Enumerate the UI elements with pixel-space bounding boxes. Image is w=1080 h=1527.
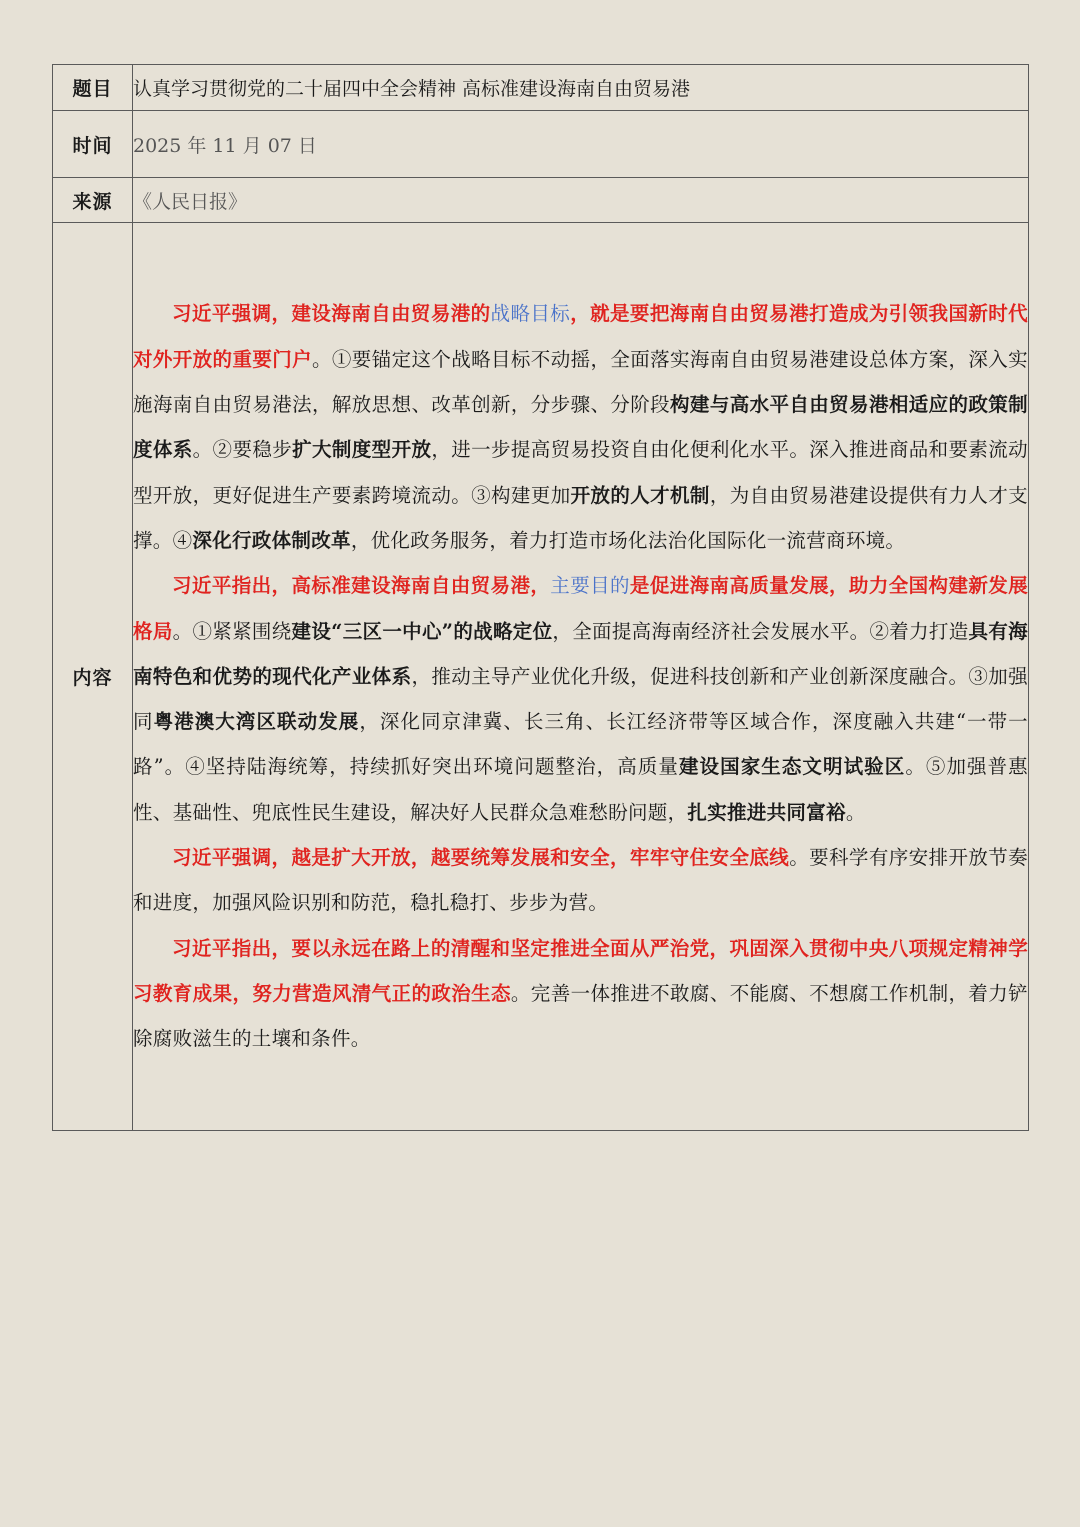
emphasis-red: ，就是要把海南自由贸易港打造成为引领我国新时代对外开放的重要门户 — [133, 302, 1028, 371]
title-value: 认真学习贯彻党的二十届四中全会精神 高标准建设海南自由贸易港 — [133, 65, 1029, 111]
source-row — [53, 178, 1029, 223]
paragraph-strategic-goal — [133, 291, 1028, 563]
emphasis-bold: 粤港澳大湾区联动发展 — [153, 710, 360, 734]
emphasis-blue: 战略目标 — [490, 302, 571, 326]
emphasis-red: 习近平强调，建设海南自由贸易港的 — [172, 302, 491, 326]
info-table — [52, 64, 1029, 1131]
emphasis-bold: 建设国家生态文明试验区 — [678, 755, 906, 779]
body-text: ，推动主导产业优化升级，促进科技创新和产业创新深度融合。③加强同 — [133, 664, 1028, 734]
emphasis-blue: 主要目的 — [550, 574, 630, 598]
body-text: 。①要锚定这个战略目标不动摇，全面落实海南自由贸易港建设总体方案，深入实施海南自由贸易港法，解放思想、改革创新，分步骤、分阶段 — [133, 347, 1028, 417]
body-text: ，为自由贸易港建设提供有力人才支撑。④ — [133, 483, 1028, 552]
body-text: 。要科学有序安排开放节奏和进度，加强风险识别和防范，稳扎稳打、步步为营。 — [133, 846, 1028, 915]
time-row — [53, 111, 1029, 178]
time-label: 时间 — [53, 111, 133, 178]
document-sheet — [52, 64, 1029, 1131]
emphasis-bold: 扩大制度型开放 — [292, 438, 432, 462]
emphasis-bold: 构建与高水平自由贸易港相适应的政策制度体系 — [133, 393, 1028, 462]
emphasis-bold: 建设“三区一中心”的战略定位 — [291, 619, 553, 643]
paragraph-main-purpose — [133, 563, 1028, 835]
content-body — [133, 223, 1029, 1131]
body-text: 。①紧紧围绕 — [172, 619, 292, 643]
body-text: 。②要稳步 — [192, 438, 293, 462]
emphasis-red: 习近平强调，越是扩大开放，越要统筹发展和安全，牢牢守住安全底线 — [172, 846, 790, 870]
time-value: 2025 年 11 月 07 日 — [133, 111, 1029, 178]
emphasis-red: 习近平指出，高标准建设海南自由贸易港， — [172, 574, 551, 598]
body-text: 。⑤加强普惠性、基础性、兜底性民生建设，解决好人民群众急难愁盼问题， — [133, 755, 1028, 824]
content-label: 内容 — [53, 223, 133, 1131]
emphasis-red: 习近平指出，要以永远在路上的清醒和坚定推进全面从严治党，巩固深入贯彻中央八项规定精神学习教育成果，努力营造风清气正的政治生态 — [133, 936, 1028, 1005]
body-text: 。 — [845, 800, 866, 824]
emphasis-bold: 扎实推进共同富裕 — [687, 800, 846, 824]
title-row — [53, 65, 1029, 111]
body-text: ，优化政务服务，着力打造市场化法治化国际化一流营商环境。 — [350, 528, 906, 552]
content-row — [53, 223, 1029, 1131]
body-text: ，全面提高海南经济社会发展水平。②着力打造 — [552, 619, 969, 643]
body-text: ，深化同京津冀、长三角、长江经济带等区域合作，深度融入共建“一带一路”。④坚持陆海统筹，持续抓好突出环境问题整治，高质量 — [133, 710, 1028, 779]
body-text: ，进一步提高贸易投资自由化便利化水平。深入推进商品和要素流动型开放，更好促进生产要素跨境流动。③构建更加 — [133, 438, 1028, 507]
emphasis-bold: 具有海南特色和优势的现代化产业体系 — [133, 619, 1028, 688]
paragraph-security — [133, 835, 1028, 926]
emphasis-bold: 开放的人才机制 — [570, 483, 710, 507]
source-label: 来源 — [53, 178, 133, 223]
paragraph-party-governance — [133, 926, 1028, 1062]
emphasis-red: 是促进海南高质量发展，助力全国构建新发展格局 — [133, 574, 1028, 643]
body-text: 。完善一体推进不敢腐、不能腐、不想腐工作机制，着力铲除腐败滋生的土壤和条件。 — [133, 981, 1028, 1051]
source-value: 《人民日报》 — [133, 178, 1029, 223]
title-label: 题目 — [53, 65, 133, 111]
emphasis-bold: 深化行政体制改革 — [192, 528, 351, 552]
